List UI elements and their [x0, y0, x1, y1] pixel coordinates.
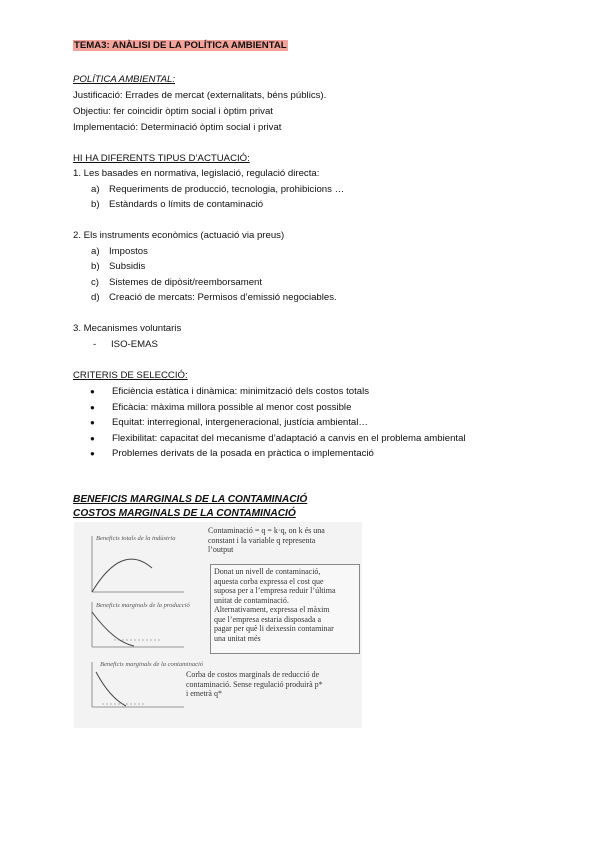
list-item: a) Impostos [91, 246, 148, 257]
page-title [73, 40, 288, 52]
graph1-label: Beneficis totals de la indústria [96, 535, 176, 542]
figure-definition-box: Donat un nivell de contaminació, aquesta corba expressa el cost que suposa per a l’empresa reduir l’última unitat de contaminació. Alternativament, expressa el màxim que l’empresa estaria disposada a pagar per què li deixessin contaminar una unitat més [210, 564, 360, 654]
graph3-label: Beneficis marginals de la contaminació [100, 661, 204, 668]
list-item: b) Estàndards o límits de contaminació [91, 199, 264, 210]
costos-heading: COSTOS MARGINALS DE LA CONTAMINACIÓ [73, 508, 296, 519]
tipus-heading: HI HA DIFERENTS TIPUS D’ACTUACIÓ: [73, 153, 250, 164]
implementacio-line: Implementació: Determinació òptim social i privat [73, 122, 282, 133]
list-item: d) Creació de mercats: Permisos d’emissió negociables. [91, 292, 337, 303]
list-item: c) Sistemes de dipòsit/reemborsament [91, 277, 263, 288]
politica-heading: POLÍTICA AMBIENTAL: [73, 74, 175, 85]
list-item: b) Subsidis [91, 261, 146, 272]
list-item: ● Eficiència estàtica i dinàmica: minimització dels costos totals [90, 386, 370, 397]
list-item: ● Flexibilitat: capacitat del mecanisme d’adaptació a canvis en el problema ambiental [90, 433, 466, 444]
list-item: ● Equitat: interregional, intergeneracional, justícia ambiental… [90, 417, 368, 428]
criteris-heading: CRITERIS DE SELECCIÓ: [73, 370, 188, 381]
bullet-icon: ● [90, 403, 95, 412]
list-item: - ISO-EMAS [93, 339, 158, 350]
graph2-label: Beneficis marginals de la producció [96, 602, 190, 609]
bullet-icon: ● [90, 418, 95, 427]
graph2-curve [92, 612, 134, 646]
group3-title: 3. Mecanismes voluntaris [73, 323, 182, 334]
group2-title: 2. Els instruments econòmics (actuació via preus) [73, 230, 285, 241]
list-item: ● Eficàcia: màxima millora possible al menor cost possible [90, 402, 352, 413]
graph1-curve [92, 559, 152, 592]
group1-title: 1. Les basades en normativa, legislació, regulació directa: [73, 168, 320, 179]
justificacio-line: Justificació: Errades de mercat (externalitats, béns públics). [73, 90, 327, 101]
figure-bottom-text: Corba de costos marginals de reducció de contaminació. Sense regulació produirà p* i emetrà q* [186, 670, 323, 698]
objectiu-line: Objectiu: fer coincidir òptim social i òptim privat [73, 106, 273, 117]
list-item: ● Problemes derivats de la posada en pràctica o implementació [90, 448, 374, 459]
bullet-icon: ● [90, 449, 95, 458]
figure-top-text: Contaminació = q = k·q, on k és una constant i la variable q representa l’output [208, 526, 325, 554]
graph3-curve [96, 672, 126, 706]
list-item: a) Requeriments de producció, tecnologia, prohibicions … [91, 184, 345, 195]
bullet-icon: ● [90, 387, 95, 396]
marginal-figure [74, 522, 362, 728]
beneficis-heading: BENEFICIS MARGINALS DE LA CONTAMINACIÓ [73, 494, 308, 505]
bullet-icon: ● [90, 434, 95, 443]
page-title-text: TEMA3: ANÀLISI DE LA POLÍTICA AMBIENTAL [74, 40, 287, 51]
